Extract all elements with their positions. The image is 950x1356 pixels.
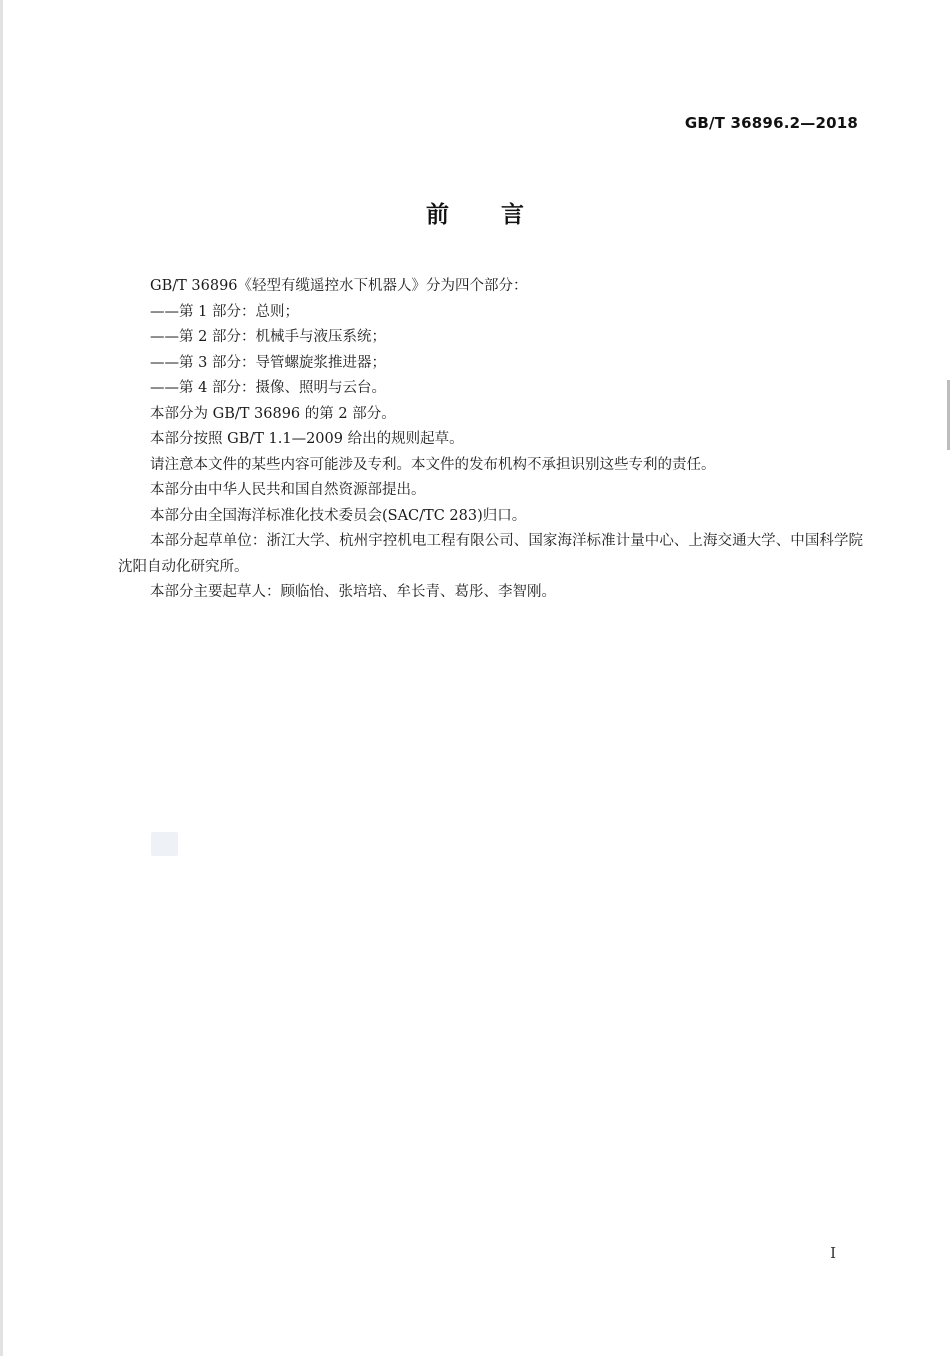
- foreword-body: [118, 274, 863, 606]
- paragraph-proposed-by: 本部分由中华人民共和国自然资源部提出。: [150, 482, 426, 498]
- list-item-part-1: ——第 1 部分：总则；: [150, 303, 299, 320]
- scan-artifact: [151, 832, 178, 856]
- paragraph-drafting-rules: 本部分按照 GB/T 1.1—2009 给出的规则起草。: [150, 431, 464, 447]
- paragraph-patent-notice: 请注意本文件的某些内容可能涉及专利。本文件的发布机构不承担识别这些专利的责任。: [150, 456, 716, 473]
- paragraph-managed-by: 本部分由全国海洋标准化技术委员会(SAC/TC 283)归口。: [150, 507, 527, 524]
- page-title: 前言: [426, 202, 576, 228]
- paragraph-drafters: 本部分主要起草人：顾临怡、张培培、牟长青、葛彤、李智刚。: [150, 584, 556, 600]
- paragraph-parts-intro: GB/T 36896《轻型有缆遥控水下机器人》分为四个部分：: [150, 278, 528, 294]
- list-item-part-4: ——第 4 部分：摄像、照明与云台。: [150, 380, 386, 396]
- paragraph-this-part: 本部分为 GB/T 36896 的第 2 部分。: [150, 405, 396, 422]
- standard-number: GB/T 36896.2—2018: [684, 114, 858, 132]
- list-item-part-3: ——第 3 部分：导管螺旋浆推进器；: [150, 354, 386, 371]
- paragraph-drafting-units: 本部分起草单位：浙江大学、杭州宇控机电工程有限公司、国家海洋标准计量中心、上海交通大学、中国科学院沈阳自动化研究所。: [118, 533, 863, 575]
- list-item-part-2: ——第 2 部分：机械手与液压系统；: [150, 329, 386, 345]
- page-number: I: [830, 1244, 836, 1262]
